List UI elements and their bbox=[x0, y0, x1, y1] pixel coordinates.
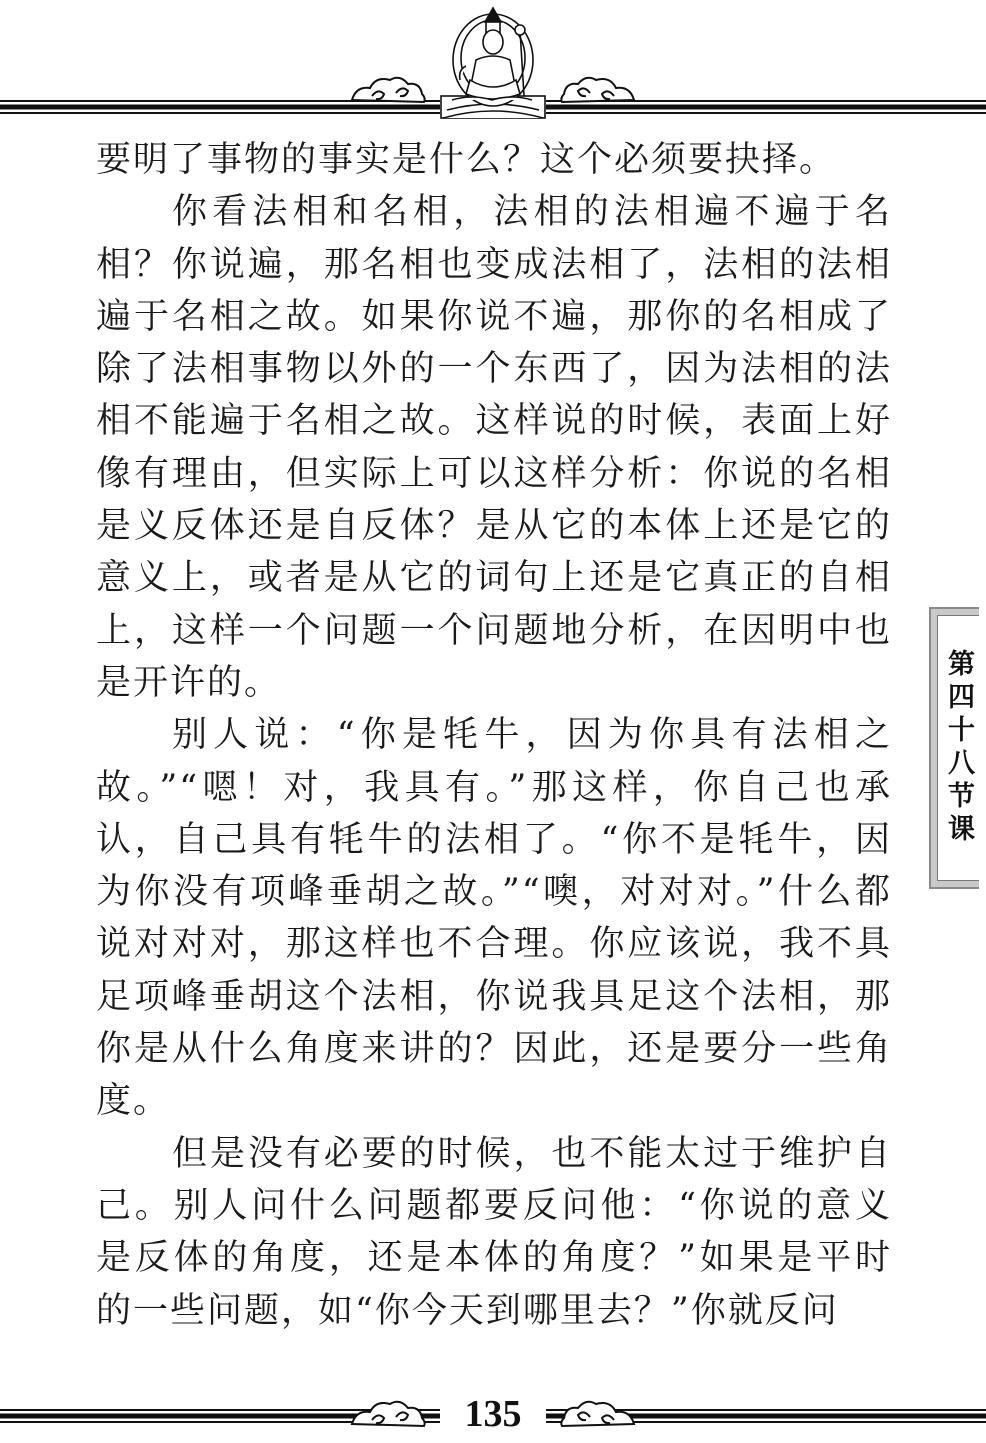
page-number: 135 bbox=[464, 1393, 522, 1435]
paragraph-4: 但是没有必要的时候，也不能太过于维护自己。别人问什么问题都要反问他：“你说的意义是反体的角度，还是本体的角度？”如果是平时的一些问题，如“你今天到哪里去？”你就反问 bbox=[96, 1133, 892, 1331]
paragraph-2: 你看法相和名相，法相的法相遍不遍于名相？你说遍，那名相也变成法相了，法相的法相遍于名相之故。如果你说不遍，那你的名相成了除了法相事物以外的一个东西了，因为法相的法相不能遍于名相之故。这样说的时候，表面上好像有理由，但实际上可以这样分析：你说的名相是义反体还是自反体？是从它的本体上还是它的意义上，或者是从它的词句上还是它真正的自相上，这样一个问题一个问题地分析，在因明中也是开许的。 bbox=[96, 192, 892, 703]
chapter-tab-label: 第四十八节课 bbox=[943, 649, 974, 847]
cloud-ornament-icon bbox=[561, 1402, 634, 1426]
body-text bbox=[96, 134, 892, 1337]
deity-figure-icon bbox=[441, 8, 545, 118]
paragraph-3: 别人说：“你是牦牛，因为你具有法相之故。”“嗯！对，我具有。”那这样，你自己也承认，自己具有牦牛的法相了。“你不是牦牛，因为你没有项峰垂胡之故。”“噢，对对对。”什么都说对对对，那这样也不合理。你应该说，我不具足项峰垂胡这个法相，你说我具足这个法相，那你是从什么角度来讲的？因此，还是要分一些角度。 bbox=[96, 715, 892, 1122]
chapter-tab-inner bbox=[937, 615, 979, 881]
paragraph-1: 要明了事物的事实是什么？这个必须要抉择。 bbox=[96, 140, 837, 180]
cloud-ornament-icon bbox=[352, 1402, 425, 1426]
page-header bbox=[0, 0, 986, 125]
chapter-tab bbox=[929, 607, 979, 889]
cloud-ornament-icon bbox=[352, 78, 425, 102]
cloud-ornament-icon bbox=[561, 78, 634, 102]
header-rule bbox=[0, 0, 986, 125]
